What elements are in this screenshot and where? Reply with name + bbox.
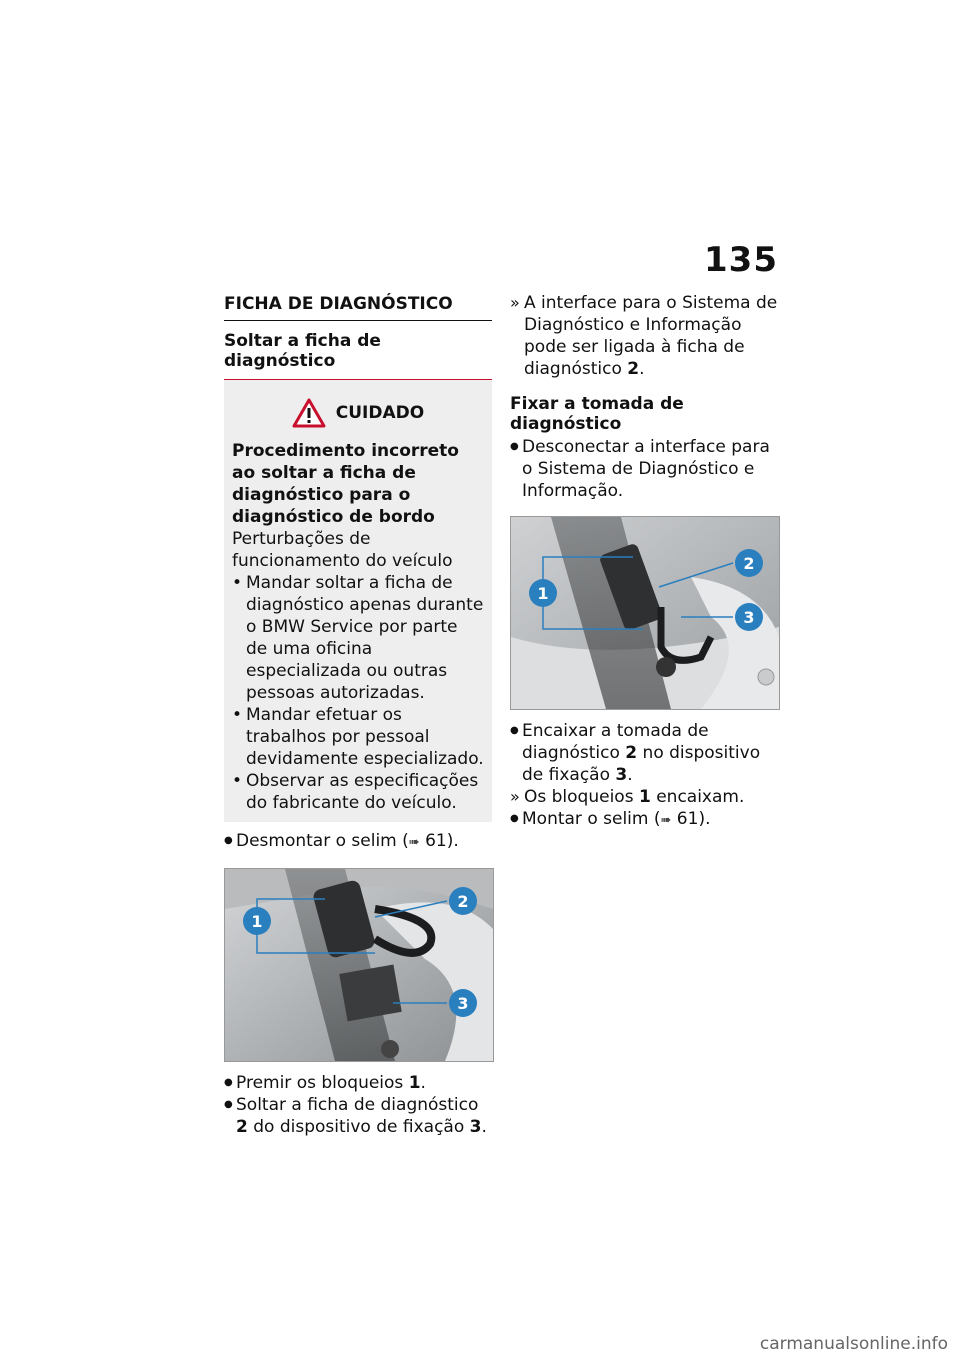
ref-number: 1 <box>408 1073 421 1093</box>
result-text-end: encaixam. <box>650 787 745 807</box>
svg-text:2: 2 <box>743 554 755 573</box>
right-column <box>510 292 780 832</box>
subsection-title: Soltar a ficha de diagnóstico <box>224 321 492 380</box>
caution-consequence: Perturbações de funcionamento do veículo <box>232 529 453 571</box>
ref-number: 3 <box>615 765 628 785</box>
result-item <box>510 786 780 808</box>
svg-text:2: 2 <box>457 892 469 911</box>
page-ref[interactable]: 61 <box>676 809 699 829</box>
result-text-end: . <box>639 359 645 379</box>
step-text-end: ). <box>446 831 459 851</box>
callout-3 <box>449 989 477 1017</box>
caution-header <box>232 398 484 428</box>
step-text-end: . <box>481 1117 487 1137</box>
caution-label: CUIDADO <box>335 403 425 423</box>
step-text: no dispositivo de fixação <box>522 743 761 785</box>
step-text: Desmontar o selim ( <box>236 831 409 851</box>
section-title: FICHA DE DIAGNÓSTICO <box>224 294 492 321</box>
step-item <box>510 808 780 832</box>
page-ref-arrow-icon: ➠ <box>660 813 672 828</box>
svg-text:3: 3 <box>743 608 755 627</box>
callout-3 <box>735 603 763 631</box>
page-ref-arrow-icon: ➠ <box>408 835 420 850</box>
callout-2 <box>449 887 477 915</box>
step-text: Soltar a ficha de diagnóstico <box>236 1095 479 1115</box>
caution-list <box>232 572 484 814</box>
caution-item: • Mandar efetuar os trabalhos por pessoal devidamente especializado. <box>232 704 484 770</box>
ref-number: 2 <box>627 359 640 379</box>
page-ref[interactable]: 61 <box>425 831 447 851</box>
step-list-fix <box>510 720 780 786</box>
svg-text:1: 1 <box>251 912 263 931</box>
caution-box <box>224 380 492 822</box>
illustration-diagnostic-plug-2 <box>511 517 779 709</box>
step-list-remove-seat <box>224 830 492 854</box>
warning-triangle-icon <box>292 398 326 428</box>
subsection2-title: Fixar a tomada de diagnóstico <box>510 394 684 434</box>
caution-item: • Observar as especificações do fabricante do veículo. <box>232 770 484 814</box>
result-item <box>510 292 780 380</box>
svg-text:3: 3 <box>457 994 469 1013</box>
result-list-lock <box>510 786 780 808</box>
step-text: do dispositivo de fixação <box>247 1117 470 1137</box>
step-list-release <box>224 1072 492 1138</box>
figure-fix-socket <box>510 516 780 710</box>
step-item <box>224 830 492 854</box>
callout-1 <box>529 579 557 607</box>
step-text-end: ). <box>698 809 711 829</box>
ref-number: 2 <box>625 743 638 763</box>
step-text: Encaixar a tomada de diagnóstico <box>522 721 709 763</box>
callout-1 <box>243 907 271 935</box>
step-text: Montar o selim ( <box>522 809 661 829</box>
watermark: carmanualsonline.info <box>759 1334 948 1354</box>
result-text: Os bloqueios <box>524 787 639 807</box>
step-text-end: . <box>420 1073 426 1093</box>
callout-2 <box>735 549 763 577</box>
ref-number: 2 <box>236 1117 248 1137</box>
step-list-mount-seat <box>510 808 780 832</box>
step-item <box>224 1094 492 1138</box>
figure-release-plug <box>224 868 494 1062</box>
step-item: ● Desconectar a interface para o Sistema de Diagnóstico e Informação. <box>510 436 780 502</box>
result-list-connect <box>510 292 780 380</box>
svg-text:1: 1 <box>537 584 549 603</box>
step-text: Premir os bloqueios <box>236 1073 409 1093</box>
left-column <box>224 294 492 1138</box>
step-list-disconnect <box>510 436 780 502</box>
step-item <box>510 720 780 786</box>
illustration-diagnostic-plug-1 <box>225 869 493 1061</box>
ref-number: 1 <box>638 787 651 807</box>
ref-number: 3 <box>469 1117 482 1137</box>
step-item <box>224 1072 492 1094</box>
step-text-end: . <box>627 765 633 785</box>
caution-heading: Procedimento incorreto ao soltar a ficha de diagnóstico para o diagnóstico de bordo <box>232 441 459 527</box>
caution-item: • Mandar soltar a ficha de diagnóstico apenas durante o BMW Service por parte de uma oficina especializada ou outras pessoas autorizadas. <box>232 572 484 704</box>
page-number: 135 <box>704 240 778 280</box>
result-text: A interface para o Sistema de Diagnóstico e Informação pode ser ligada à ficha de diagnóstico <box>524 293 778 379</box>
